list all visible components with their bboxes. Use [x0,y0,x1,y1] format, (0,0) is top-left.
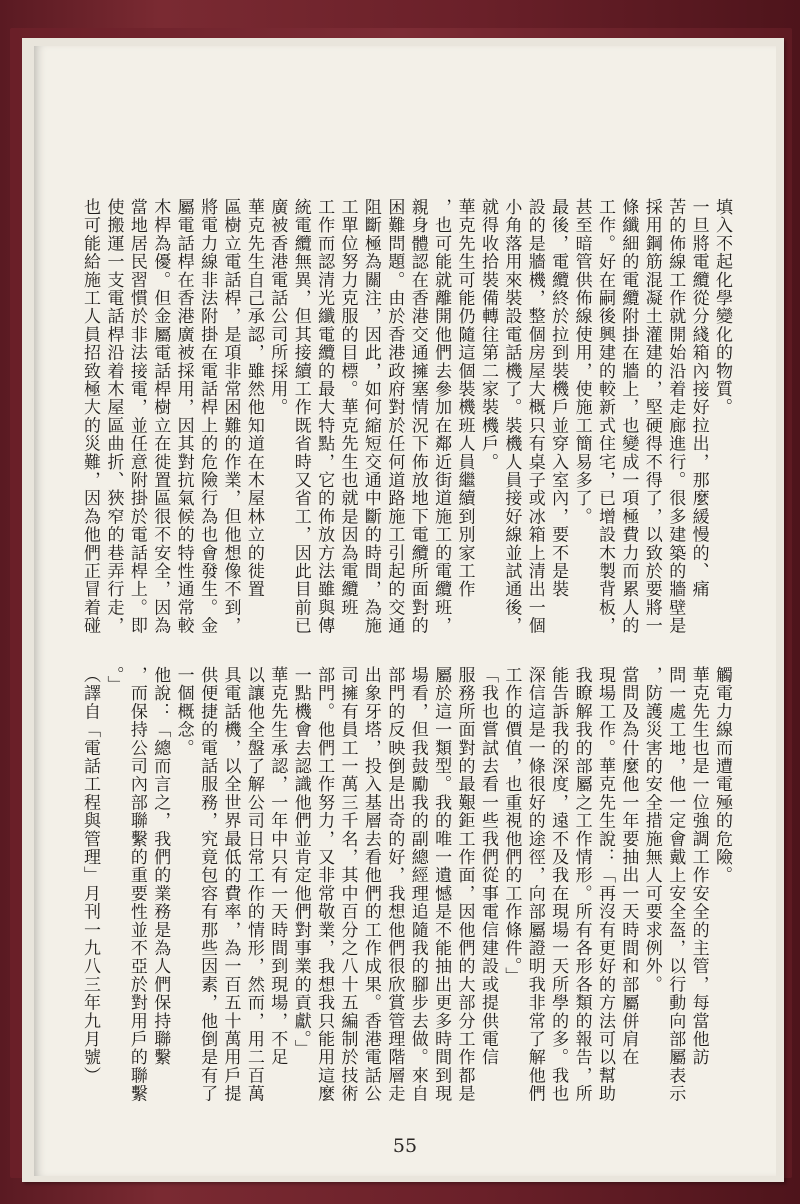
text-column: 廣被香港電話公司所採用。 [267,198,288,417]
text-column: 甚至暗管供佈線使用，使施工簡易多了。 [571,198,592,526]
text-column: 華克先生也是一位強調工作安全的主管，每當他訪 [688,666,709,1067]
text-column: 區樹立電話桿，是項非常困難的作業，但他想像不到， [220,198,241,635]
text-column: 華克先生可能仍隨這個裝機班人員繼續到別家工作 [454,198,475,599]
text-column: 一點機會去認識他們並肯定他們對事業的貢獻。」 [290,666,311,1058]
text-column: 觸電力線而遭電殛的危險。 [712,666,732,885]
text-column: 小角落用來裝設電話機了。裝機人員接好線並試通後， [501,198,522,635]
text-column: 我瞭解我的部屬之工作情形。所有各形各類的報告，所 [571,666,592,1103]
text-column: 木桿為優。但金屬電話桿樹立在徙置區很不安全，因為 [150,198,171,635]
text-column: 華克先生自己承認，雖然他知道在木屋林立的徙置 [243,198,264,599]
text-column: 填入不起化學變化的物質。 [712,198,732,417]
text-column: 工單位努力克服的目標。華克先生也就是因為電纜班 [337,198,358,617]
text-column: 華克先生承認，一年中只有一天時間到現場，不足 [267,666,288,1067]
text-column: 屬電話桿在香港廣被採用，因其對抗氣候的特性通常較 [173,198,194,635]
text-column: 供便捷的電話服務，究竟包容有那些因素，他倒是有了 [197,666,218,1103]
text-column: 統電纜無異，但其接續工作既省時又省工，因此目前已 [290,198,311,635]
text-column: 也可能給施工人員招致極大的災難，因為他們正冒着碰 [80,198,101,635]
text-column: 一個概念。 [173,666,194,757]
text-column: 條纖細的電纜附掛在牆上，也變成一項極費力而累人的 [618,198,639,635]
book-page [34,46,776,1176]
text-column: 就得收拾裝備轉往第二家裝機戶。 [477,198,498,471]
text-column: 能告訴我的深度，遠不及我在現場一天所學的多。我也 [548,666,569,1103]
text-column: 具電話機，以全世界最低的費率，為一百五十萬用戶提 [220,666,241,1103]
text-column: 苦的佈線工作就開始沿着走廊進行。很多建築的牆壁是 [665,198,686,635]
text-column: 將電力線非法附掛在電話桿上的危險行為也會發生。金 [197,198,218,635]
text-column: 深信這是一條很好的途徑，向部屬證明我非常了解他們 [524,666,545,1103]
text-column: ，而保持公司內部聯繫的重要性並不亞於對用戶的聯繫 [126,666,147,1103]
text-column: 他說：「總而言之，我們的業務是為人們保持聯繫 [150,666,171,1067]
text-column: 現場工作。華克先生說：「再沒有更好的方法可以幫助 [594,666,615,1103]
text-column: ，防護災害的安全措施無人可要求例外。 [641,666,662,994]
text-column: （譯自「電話工程與管理」月刊一九八三年九月號） [80,666,101,1085]
page-number: 55 [392,1135,418,1157]
text-column: 場看，但我鼓勵我的副總經理追隨我的腳步去做。來自 [407,666,428,1103]
text-column: 設的是牆機，整個房屋大概只有桌子或冰箱上清出一個 [524,198,545,635]
text-column: 「我也嘗試去看一些我們從事電信建設或提供電信 [477,666,498,1067]
text-column: 當地居民習慣於非法接電，並任意附掛於電話桿上。即 [126,198,147,635]
text-column: 部門的反映倒是出奇的好，我想他們很欣賞管理階層走 [384,666,405,1103]
text-column: 屬於這一類型。我的唯一遺憾是不能抽出更多時間到現 [431,666,452,1103]
text-column: 工作而認清光纖電纜的最大特點，它的佈放方法雖與傳 [314,198,335,635]
text-column: 服務所面對的最艱鉅工作面，因他們的大部分工作都是 [454,666,475,1103]
text-column: 採用鋼筋混凝土灌建的，堅硬得不得了，以致於要將一 [641,198,662,635]
text-column: 以讓他全盤了解公司日常工作的情形，然而，用二百萬 [243,666,264,1103]
text-column: 工作的價值，也重視他們的工作條件。」 [501,666,522,986]
text-column: 阻斷極為關注，因此，如何縮短交通中斷的時間，為施 [360,198,381,635]
text-column: 當問及為什麼他一年要抽出一天時間和部屬併肩在 [618,666,639,1067]
text-column: 工作。好在嗣後興建的較新式住宅，已增設木製背板， [594,198,615,635]
text-column: 部門。他們工作努力，又非常敬業，我想我只能用這麼 [314,666,335,1103]
text-column: 一旦將電纜從分綫箱內接好拉出，那麼緩慢的、痛 [688,198,709,599]
lower-text-block [80,666,733,1136]
upper-text-block [80,198,733,642]
text-column: 使搬運一支電話桿沿着木屋區曲折、狹窄的巷弄行走， [103,198,124,635]
text-column: ，也可能就離開他們去參加在鄰近街道施工的電纜班， [431,198,452,635]
text-column: 困難問題。由於香港政府對於任何道路施工引起的交通 [384,198,405,635]
text-column: 出象牙塔，投入基層去看他們的工作成果。香港電話公 [360,666,381,1103]
text-column: 最後，電纜終於拉到裝機戶並穿入室內，要不是裝 [548,198,569,599]
text-column: 司擁有員工一萬三千名，其中百分之八十五編制於技術 [337,666,358,1103]
text-column: 親身體認在香港交通擁塞情況下佈放地下電纜所面對的 [407,198,428,635]
text-column: 。」 [103,666,124,694]
text-column: 問一處工地，他一定會戴上安全盔，以行動向部屬表示 [665,666,686,1103]
